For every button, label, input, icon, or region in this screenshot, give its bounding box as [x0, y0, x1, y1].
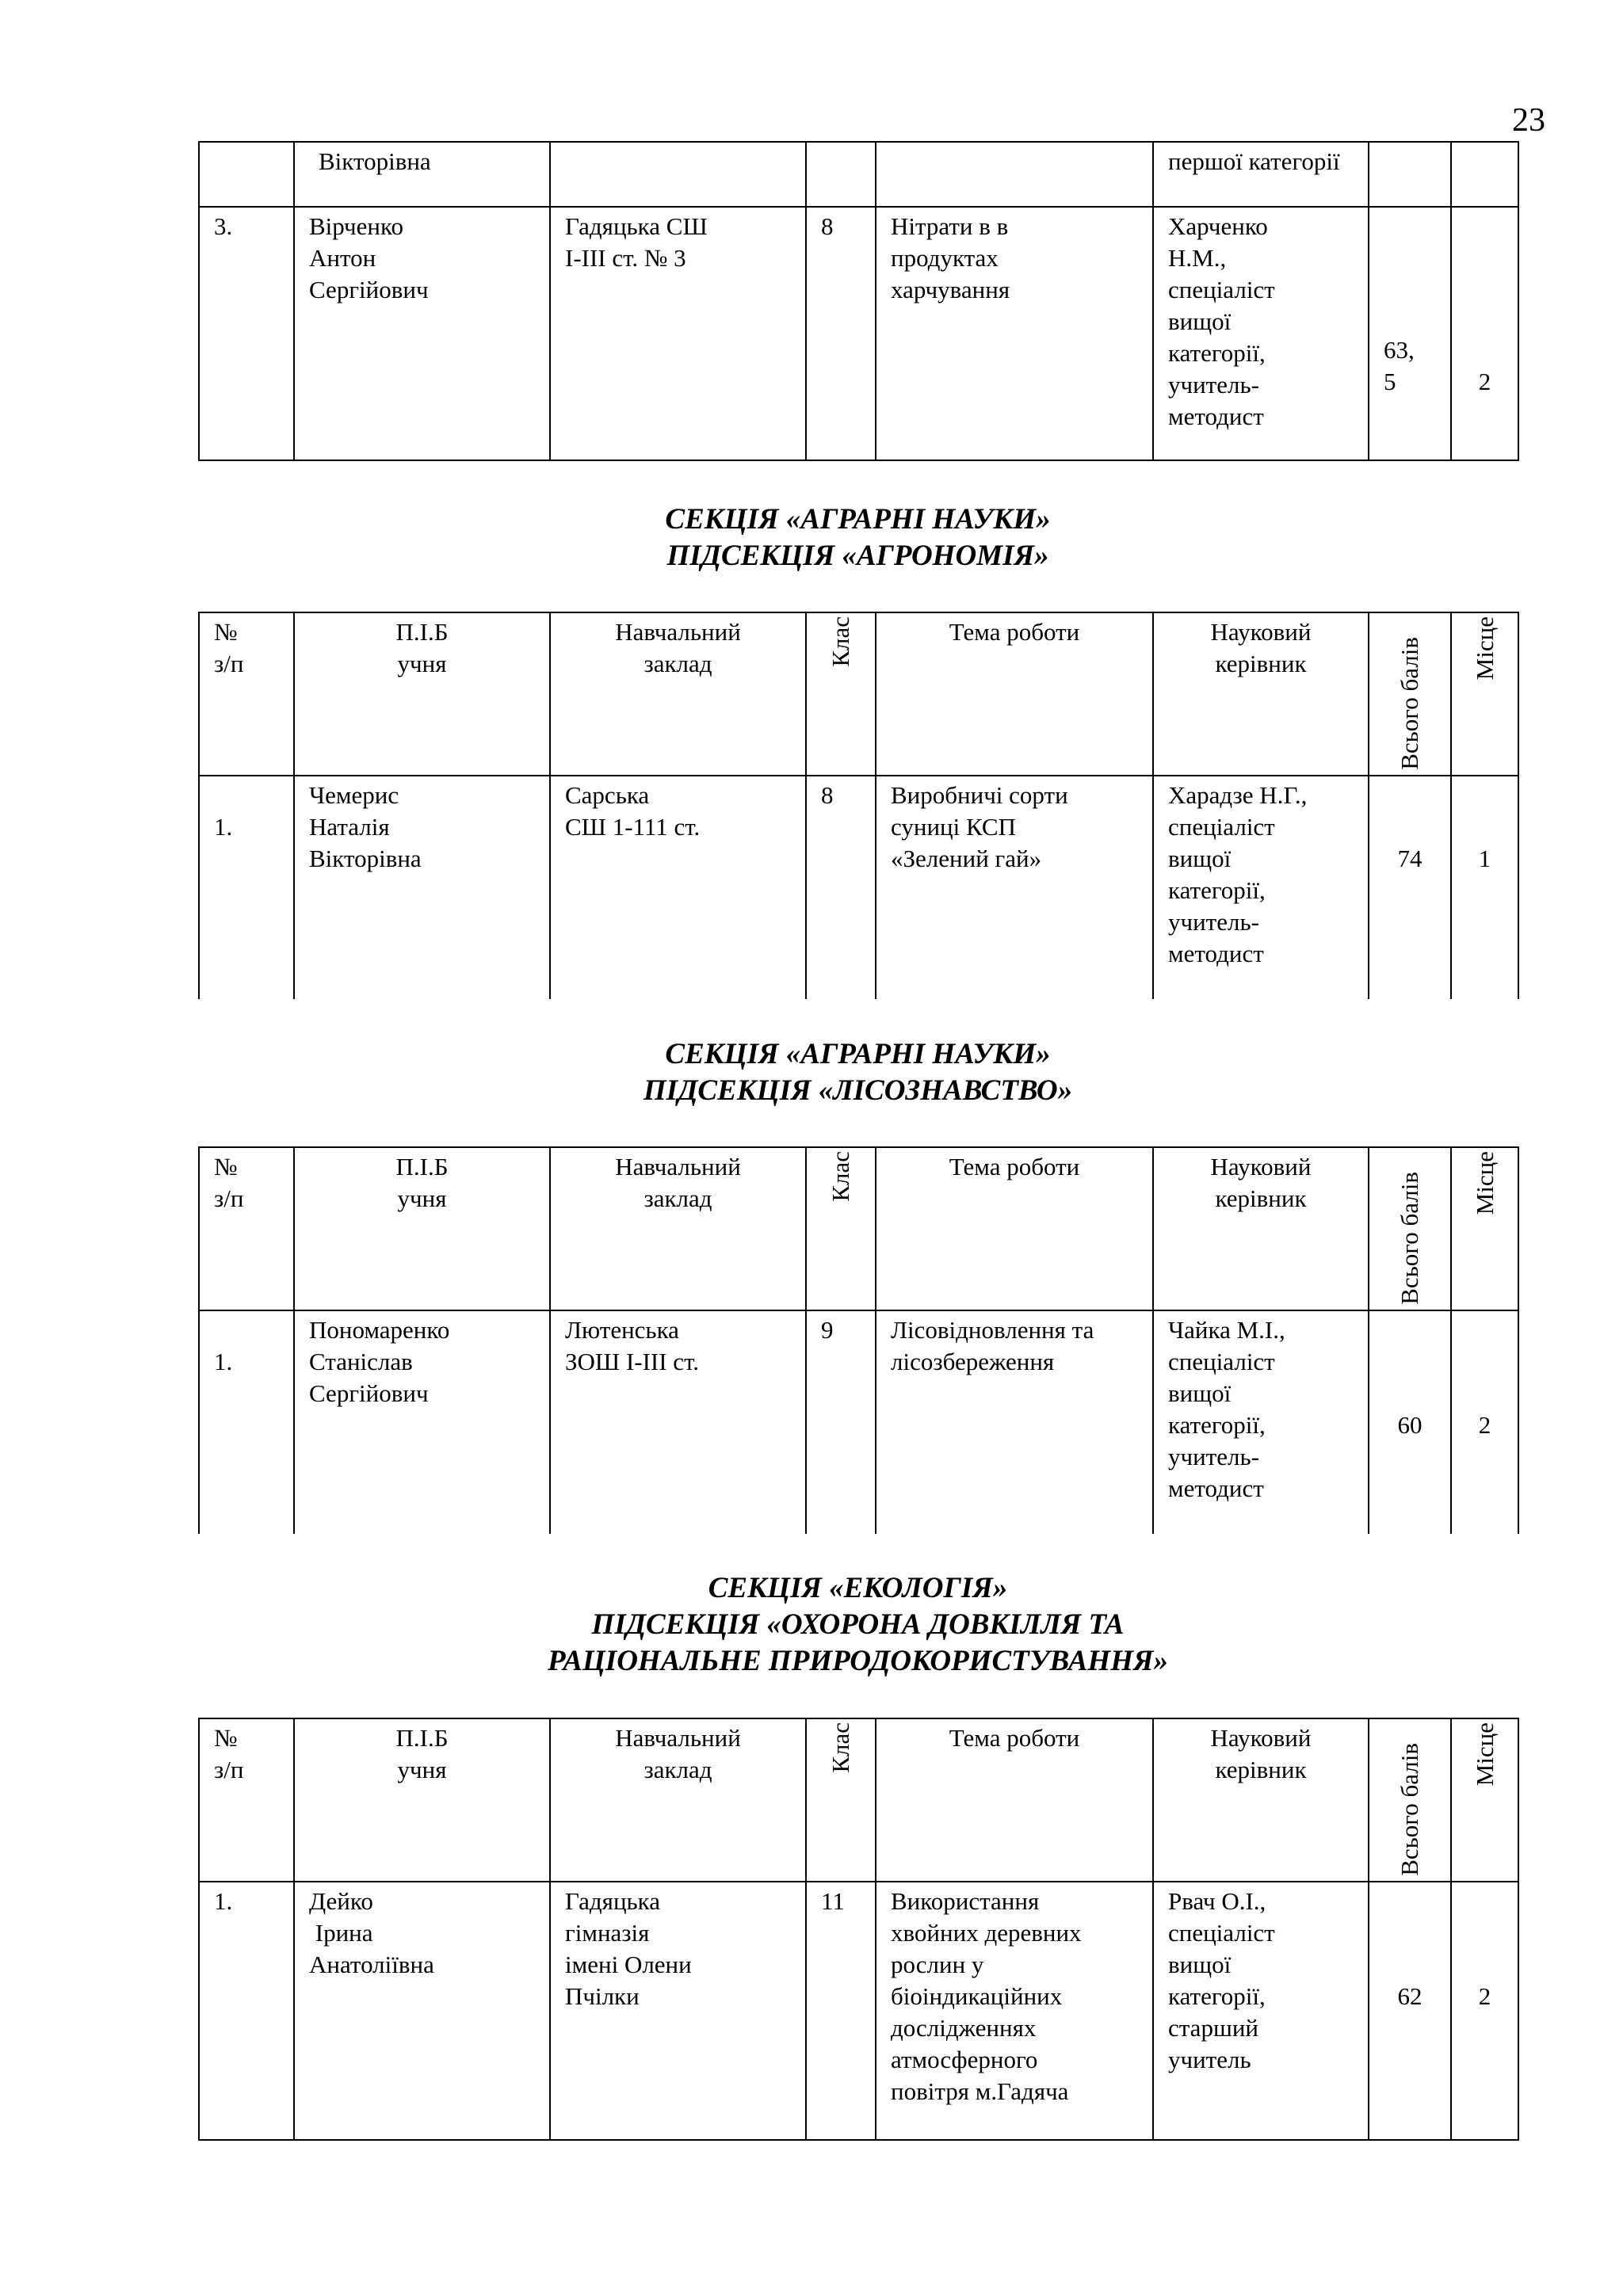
score-cell: [1369, 1882, 1451, 2140]
topic-line: суниці КСП: [891, 813, 1016, 841]
results-table: [198, 1718, 1519, 2141]
table-row: [199, 1310, 1518, 1534]
name-cell: [294, 207, 550, 460]
header-label: Тема роботи: [949, 1153, 1080, 1180]
place-value: 2: [1478, 1982, 1491, 2010]
num-cell: [199, 1882, 294, 2140]
topic-line: «Зелений гай»: [891, 845, 1042, 872]
teacher-line: учитель-: [1168, 1443, 1259, 1470]
header-label: №: [214, 1153, 238, 1180]
score-cell: [1369, 142, 1451, 207]
place-cell: [1451, 776, 1518, 999]
header-topic: [876, 612, 1153, 776]
teacher-line: Н.М.,: [1168, 244, 1227, 272]
grade-cell: [806, 207, 876, 460]
student-patronymic: Анатоліївна: [309, 1951, 434, 1978]
header-label: заклад: [643, 1184, 712, 1212]
grade-cell: [806, 776, 876, 999]
header-score: [1369, 1147, 1451, 1310]
topic-line: Виробничі сорти: [891, 781, 1068, 809]
header-label: Клас: [827, 1151, 854, 1202]
school-line: імені Олени: [565, 1951, 692, 1978]
teacher-line: вищої: [1168, 1951, 1232, 1978]
grade-cell: [806, 1310, 876, 1534]
teacher-line: спеціаліст: [1168, 1919, 1275, 1947]
topic-line: Використання: [891, 1887, 1040, 1915]
header-label: Клас: [827, 1722, 854, 1773]
teacher-line: спеціаліст: [1168, 1348, 1275, 1375]
topic-line: Нітрати в в: [891, 212, 1009, 240]
header-place: [1451, 1147, 1518, 1310]
grade-value: 8: [821, 781, 834, 809]
teacher-cell: [1153, 207, 1369, 460]
header-grade: [806, 1147, 876, 1310]
header-label: П.І.Б: [395, 1724, 449, 1752]
name-cell: [294, 1882, 550, 2140]
section-heading: [198, 502, 1518, 574]
school-line: Сарська: [565, 781, 650, 809]
num-cell: [199, 1310, 294, 1534]
teacher-line: Чайка М.І.,: [1168, 1316, 1285, 1344]
place-value: 2: [1478, 1411, 1491, 1439]
grade-cell: [806, 142, 876, 207]
header-label: П.І.Б: [395, 618, 449, 646]
header-label: керівник: [1215, 1756, 1307, 1783]
school-line: ЗОШ І-ІІІ ст.: [565, 1348, 700, 1375]
row-number: 1.: [214, 813, 233, 841]
header-name: [294, 1718, 550, 1882]
num-cell: [199, 776, 294, 999]
student-patronymic: Вікторівна: [309, 845, 422, 872]
header-label: Місце: [1470, 616, 1499, 681]
table-row: [199, 1882, 1518, 2140]
score-value: 62: [1397, 1982, 1423, 2010]
score-value: 63,: [1384, 336, 1415, 364]
table-header-row: [199, 1718, 1518, 1882]
subsection-title: ПІДСЕКЦІЯ «АГРОНОМІЯ»: [666, 540, 1049, 572]
header-teacher: [1153, 612, 1369, 776]
header-label: №: [214, 618, 238, 646]
header-label: Клас: [827, 616, 854, 667]
teacher-line: методист: [1168, 1474, 1264, 1502]
header-label: Всього балів: [1396, 637, 1423, 770]
name-cell: [294, 776, 550, 999]
school-cell: [550, 142, 806, 207]
teacher-cell: [1153, 1882, 1369, 2140]
results-table: [198, 1146, 1519, 1534]
teacher-cell: [1153, 1310, 1369, 1534]
header-label: Науковий: [1210, 618, 1312, 646]
topic-line: харчування: [891, 276, 1010, 303]
topic-line: продуктах: [891, 244, 999, 272]
section-title: СЕКЦІЯ «АГРАРНІ НАУКИ»: [665, 503, 1051, 536]
subsection-title: ПІДСЕКЦІЯ «ОХОРОНА ДОВКІЛЛЯ ТА: [591, 1608, 1125, 1641]
topic-cell: [876, 142, 1153, 207]
header-place: [1451, 1718, 1518, 1882]
student-first-name: Ірина: [309, 1919, 373, 1947]
teacher-line: вищої: [1168, 307, 1232, 335]
student-first-name: Наталія: [309, 813, 390, 841]
teacher-line: Харченко: [1168, 212, 1268, 240]
place-value: 2: [1478, 368, 1491, 395]
header-num: [199, 1147, 294, 1310]
teacher-line: учитель-: [1168, 371, 1259, 399]
header-num: [199, 1718, 294, 1882]
place-value: 1: [1478, 845, 1491, 872]
header-label: учня: [397, 1756, 447, 1783]
num-cell: [199, 142, 294, 207]
topic-line: атмосферного: [891, 2046, 1038, 2073]
table-row: [199, 776, 1518, 999]
topic-cell: [876, 207, 1153, 460]
teacher-line: категорії,: [1168, 876, 1266, 904]
header-label: Науковий: [1210, 1153, 1312, 1180]
header-label: Науковий: [1210, 1724, 1312, 1752]
grade-cell: [806, 1882, 876, 2140]
header-school: [550, 612, 806, 776]
teacher-line: методист: [1168, 940, 1264, 967]
student-name: Вікторівна: [319, 147, 431, 175]
teacher-line: учитель-: [1168, 908, 1259, 936]
teacher-line: Рвач О.І.,: [1168, 1887, 1266, 1915]
student-surname: Вірченко: [309, 212, 403, 240]
teacher-line: старший: [1168, 2014, 1258, 2042]
topic-line: лісозбереження: [891, 1348, 1055, 1375]
header-label: П.І.Б: [395, 1153, 449, 1180]
grade-value: 11: [821, 1887, 845, 1915]
student-surname: Пономаренко: [309, 1316, 450, 1344]
num-cell: [199, 207, 294, 460]
header-label: Навчальний: [615, 618, 741, 646]
section-heading: [198, 1036, 1518, 1109]
topic-cell: [876, 1310, 1153, 1534]
header-label: Місце: [1470, 1722, 1499, 1787]
header-grade: [806, 612, 876, 776]
header-score: [1369, 612, 1451, 776]
teacher-name: першої категорії: [1168, 147, 1340, 175]
place-cell: [1451, 142, 1518, 207]
subsection-title: РАЦІОНАЛЬНЕ ПРИРОДОКОРИСТУВАННЯ»: [548, 1645, 1168, 1677]
student-patronymic: Сергійович: [309, 276, 429, 303]
header-name: [294, 1147, 550, 1310]
topic-cell: [876, 1882, 1153, 2140]
header-label: Місце: [1470, 1151, 1499, 1215]
header-school: [550, 1147, 806, 1310]
topic-line: Лісовідновлення та: [891, 1316, 1094, 1344]
name-cell: [294, 142, 550, 207]
section-title: СЕКЦІЯ «АГРАРНІ НАУКИ»: [665, 1038, 1051, 1070]
header-label: керівник: [1215, 1184, 1307, 1212]
table-header-row: [199, 1147, 1518, 1310]
school-line: Пчілки: [565, 1982, 640, 2010]
grade-value: 8: [821, 212, 834, 240]
student-surname: Чемерис: [309, 781, 399, 809]
header-topic: [876, 1718, 1153, 1882]
row-number: 3.: [214, 212, 233, 240]
name-cell: [294, 1310, 550, 1534]
school-cell: [550, 776, 806, 999]
header-num: [199, 612, 294, 776]
place-cell: [1451, 207, 1518, 460]
section-heading: [198, 1570, 1518, 1680]
teacher-cell: [1153, 142, 1369, 207]
row-number: 1.: [214, 1887, 233, 1915]
teacher-line: категорії,: [1168, 1411, 1266, 1439]
page-number: 23: [1512, 102, 1545, 139]
header-label: Тема роботи: [949, 1724, 1080, 1752]
school-line: Гадяцька СШ: [565, 212, 708, 240]
student-patronymic: Сергійович: [309, 1379, 429, 1407]
teacher-line: Харадзе Н.Г.,: [1168, 781, 1308, 809]
header-label: учня: [397, 1184, 447, 1212]
teacher-line: учитель: [1168, 2046, 1251, 2073]
place-cell: [1451, 1310, 1518, 1534]
row-number: 1.: [214, 1348, 233, 1375]
teacher-line: категорії,: [1168, 1982, 1266, 2010]
results-table: [198, 612, 1519, 999]
header-label: з/п: [214, 650, 244, 677]
header-label: заклад: [643, 1756, 712, 1783]
header-label: з/п: [214, 1184, 244, 1212]
teacher-line: вищої: [1168, 845, 1232, 872]
table-row: [199, 207, 1518, 460]
score-value: 60: [1397, 1411, 1423, 1439]
score-cell: [1369, 207, 1451, 460]
school-cell: [550, 1310, 806, 1534]
header-label: з/п: [214, 1756, 244, 1783]
school-line: гімназія: [565, 1919, 650, 1947]
school-cell: [550, 1882, 806, 2140]
teacher-line: методист: [1168, 402, 1264, 430]
teacher-line: вищої: [1168, 1379, 1232, 1407]
score-value: 5: [1384, 368, 1396, 395]
header-name: [294, 612, 550, 776]
table-header-row: [199, 612, 1518, 776]
header-teacher: [1153, 1718, 1369, 1882]
table-row: [199, 142, 1518, 207]
header-grade: [806, 1718, 876, 1882]
header-label: заклад: [643, 650, 712, 677]
header-label: №: [214, 1724, 238, 1752]
school-line: СШ 1-111 ст.: [565, 813, 701, 841]
teacher-cell: [1153, 776, 1369, 999]
student-first-name: Антон: [309, 244, 376, 272]
header-school: [550, 1718, 806, 1882]
score-value: 74: [1397, 845, 1423, 872]
header-label: Всього балів: [1396, 1172, 1423, 1305]
grade-value: 9: [821, 1316, 834, 1344]
score-cell: [1369, 1310, 1451, 1534]
student-first-name: Станіслав: [309, 1348, 413, 1375]
school-line: І-ІІІ ст. № 3: [565, 244, 686, 272]
header-label: Навчальний: [615, 1153, 741, 1180]
school-cell: [550, 207, 806, 460]
header-teacher: [1153, 1147, 1369, 1310]
student-surname: Дейко: [309, 1887, 373, 1915]
place-cell: [1451, 1882, 1518, 2140]
teacher-line: спеціаліст: [1168, 813, 1275, 841]
header-place: [1451, 612, 1518, 776]
topic-line: біоіндикаційних: [891, 1982, 1063, 2010]
header-topic: [876, 1147, 1153, 1310]
topic-cell: [876, 776, 1153, 999]
section-title: СЕКЦІЯ «ЕКОЛОГІЯ»: [708, 1572, 1008, 1604]
topic-line: рослин у: [891, 1951, 984, 1978]
header-label: Тема роботи: [949, 618, 1080, 646]
header-label: Навчальний: [615, 1724, 741, 1752]
header-label: керівник: [1215, 650, 1307, 677]
school-line: Лютенська: [565, 1316, 679, 1344]
score-cell: [1369, 776, 1451, 999]
header-label: учня: [397, 650, 447, 677]
teacher-line: спеціаліст: [1168, 276, 1275, 303]
topic-line: дослідженнях: [891, 2014, 1037, 2042]
teacher-line: категорії,: [1168, 339, 1266, 367]
header-label: Всього балів: [1396, 1743, 1423, 1876]
header-score: [1369, 1718, 1451, 1882]
continuation-table: [198, 141, 1519, 461]
subsection-title: ПІДСЕКЦІЯ «ЛІСОЗНАВСТВО»: [643, 1074, 1073, 1107]
topic-line: повітря м.Гадяча: [891, 2077, 1069, 2105]
topic-line: хвойних деревних: [891, 1919, 1082, 1947]
school-line: Гадяцька: [565, 1887, 661, 1915]
